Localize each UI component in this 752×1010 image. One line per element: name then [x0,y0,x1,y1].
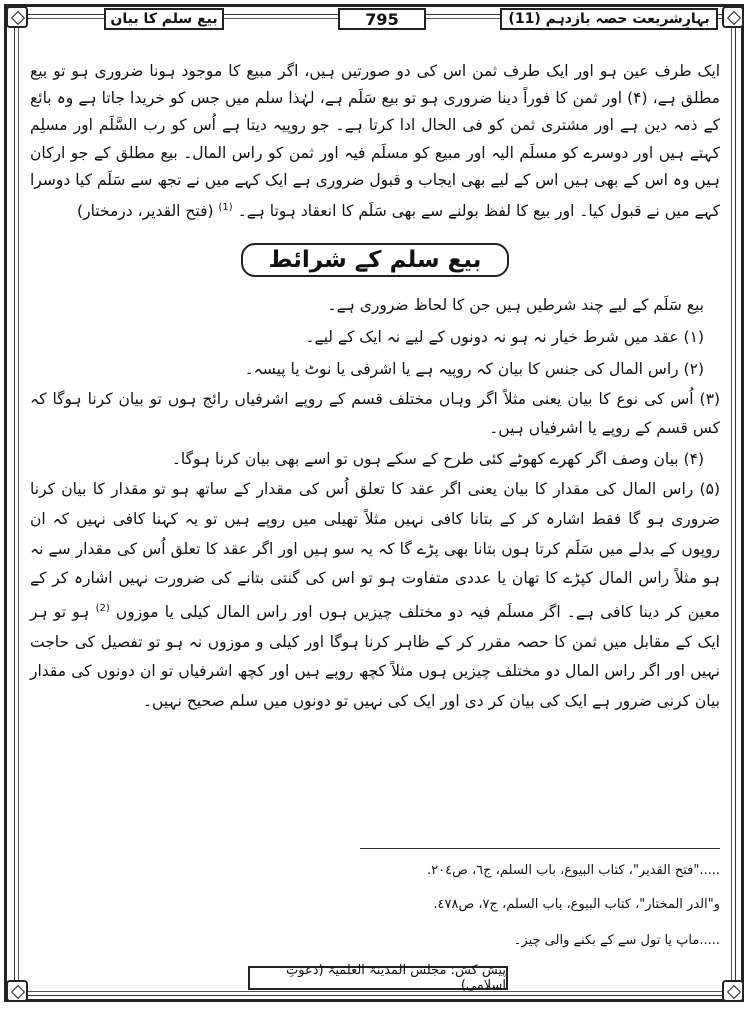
header-page-number: 795 [338,8,426,30]
condition-5-paragraph [30,475,720,716]
condition-item: (۴) بیان وصف اگر کھرے کھوٹے کئی طرح کے سکے ہوں تو اسے بھی بیان کرنا ہوگا۔ [171,450,704,469]
footnote-1: ....."فتح القدير"، كتاب البيوع، باب السلم، ج٦، ص٢٠٤. [427,863,720,878]
conditions-intro: بیع سَلَم کے لیے چند شرطیں ہیں جن کا لحاظ ضروری ہے۔ [327,296,704,315]
footnote-divider [360,848,720,849]
corner-ornament-bottom-left [6,980,28,1002]
corner-ornament-top-right [722,6,744,28]
intro-paragraph [30,58,720,225]
corner-ornament-bottom-right [722,980,744,1002]
intro-source: (فتح القدیر، درمختار) [77,202,214,221]
page-body [30,58,720,716]
corner-ornament-top-left [6,6,28,28]
header-book-title: بہارِشریعت حصہ یازدہم (11) [500,8,718,30]
heading-wrap [30,243,720,277]
footnote-ref-2: (2) [95,602,110,614]
condition-5-rest: ہو تو ہر ایک کے مقابل میں ثمن کا حصہ مقرر کر کے ظاہر کرنا ہوگا اور کیلی و موزوں نہ ہو تو تفصیل کی حاجت نہیں اور اگر راس المال دو مختلف چیزیں ہوں مثلاً کچھ روپے ہیں اور کچھ اشرفیاں تو ان دونوں کی مقدار بیان کرنی ضرور ہے ایک کی بیان کر دی اور ایک کی نہیں تو دونوں میں سلم صحیح نہیں۔ [30,602,720,710]
condition-item: (۱) عقد میں شرط خیار نہ ہو نہ دونوں کے لیے نہ ایک کے لیے۔ [305,328,704,347]
condition-item: (۲) راس المال کی جنس کا بیان کہ روپیہ ہے یا اشرفی یا نوٹ یا پیسہ۔ [244,360,704,379]
footnote-ref-1: (1) [218,202,233,214]
header-section-title: بیع سلم کا بیان [104,8,224,30]
condition-5-text: (۵) راس المال کی مقدار کا بیان یعنی اگر عقد کا تعلق اُس کی مقدار کے ساتھ ہو تو مقدار کا بیان کرنا ضروری ہو گا فقط اشارہ کر کے بتانا کافی نہیں مثلاً تھیلی میں روپے ہیں تو یہ کہنا کافی نہیں کہ ان روپوں کے بدلے میں سَلَم کرتا ہوں بتانا بھی پڑے گا کہ یہ سو ہیں اور اگر عقد کا تعلق اُس کی مقدار سے نہ ہو مثلاً راس المال کپڑے کا تھان یا عددی متفاوت ہو تو اس کی گنتی بتانے کی ضرورت نہیں اشارہ کر کے معین کر دینا کافی ہے۔ اگر مسلَم فیہ دو مختلف چیزیں ہوں اور راس المال کیلی یا موزوں [30,480,720,621]
footnote-1b: و"الدر المختار"، كتاب البيوع، باب السلم، ج٧، ص٤٧٨. [433,897,720,912]
condition-item: (۳) اُس کی نوع کا بیان یعنی مثلاً اگر وہاں مختلف قسم کے روپے اشرفیاں رائج ہوں تو بیان کرنا ہوگا کہ کس قسم کے روپے یا اشرفیاں ہیں۔ [30,390,720,438]
conditions-list [30,289,720,475]
intro-text: ایک طرف عین ہو اور ایک طرف ثمن اس کی دو صورتیں ہیں، اگر مبیع کا موجود ہونا ضروری ہو تو بیع مطلق ہے، (۴) اور ثمن کا فوراً دینا ضروری ہو تو بیع سَلَم ہے، لہٰذا سلم میں جس کو خریدا جاتا ہے وہ بائع کے ذمہ دین ہے اور مشتری ثمن کو فی الحال ادا کرتا ہے۔ جو روپیہ دیتا ہے اُس کو رب السَّلَم اور مسلِم کہتے ہیں اور دوسرے کو مسلَم الیہ اور مبیع کو مسلَم فیہ اور ثمن کو راس المال۔ بیع مطلق کے جو ارکان ہیں وہ اس کے بھی ہیں اس کے لیے بھی ایجاب و قبول ضروری ہے ایک کہے میں نے تجھ سے سَلَم کیا دوسرا کہے میں نے قبول کیا۔ اور بیع کا لفظ بولنے سے بھی سَلَم کا انعقاد ہوتا ہے۔ [30,62,720,221]
footer-publisher: پیش کش: مجلس المدینۃ العلمیۃ (دعوتِ اسلامی) [248,966,508,990]
footnote-2: .....ماپ یا تول سے کے بکنے والی چیز۔ [513,933,720,948]
section-heading: بیع سلم کے شرائط [241,243,510,277]
